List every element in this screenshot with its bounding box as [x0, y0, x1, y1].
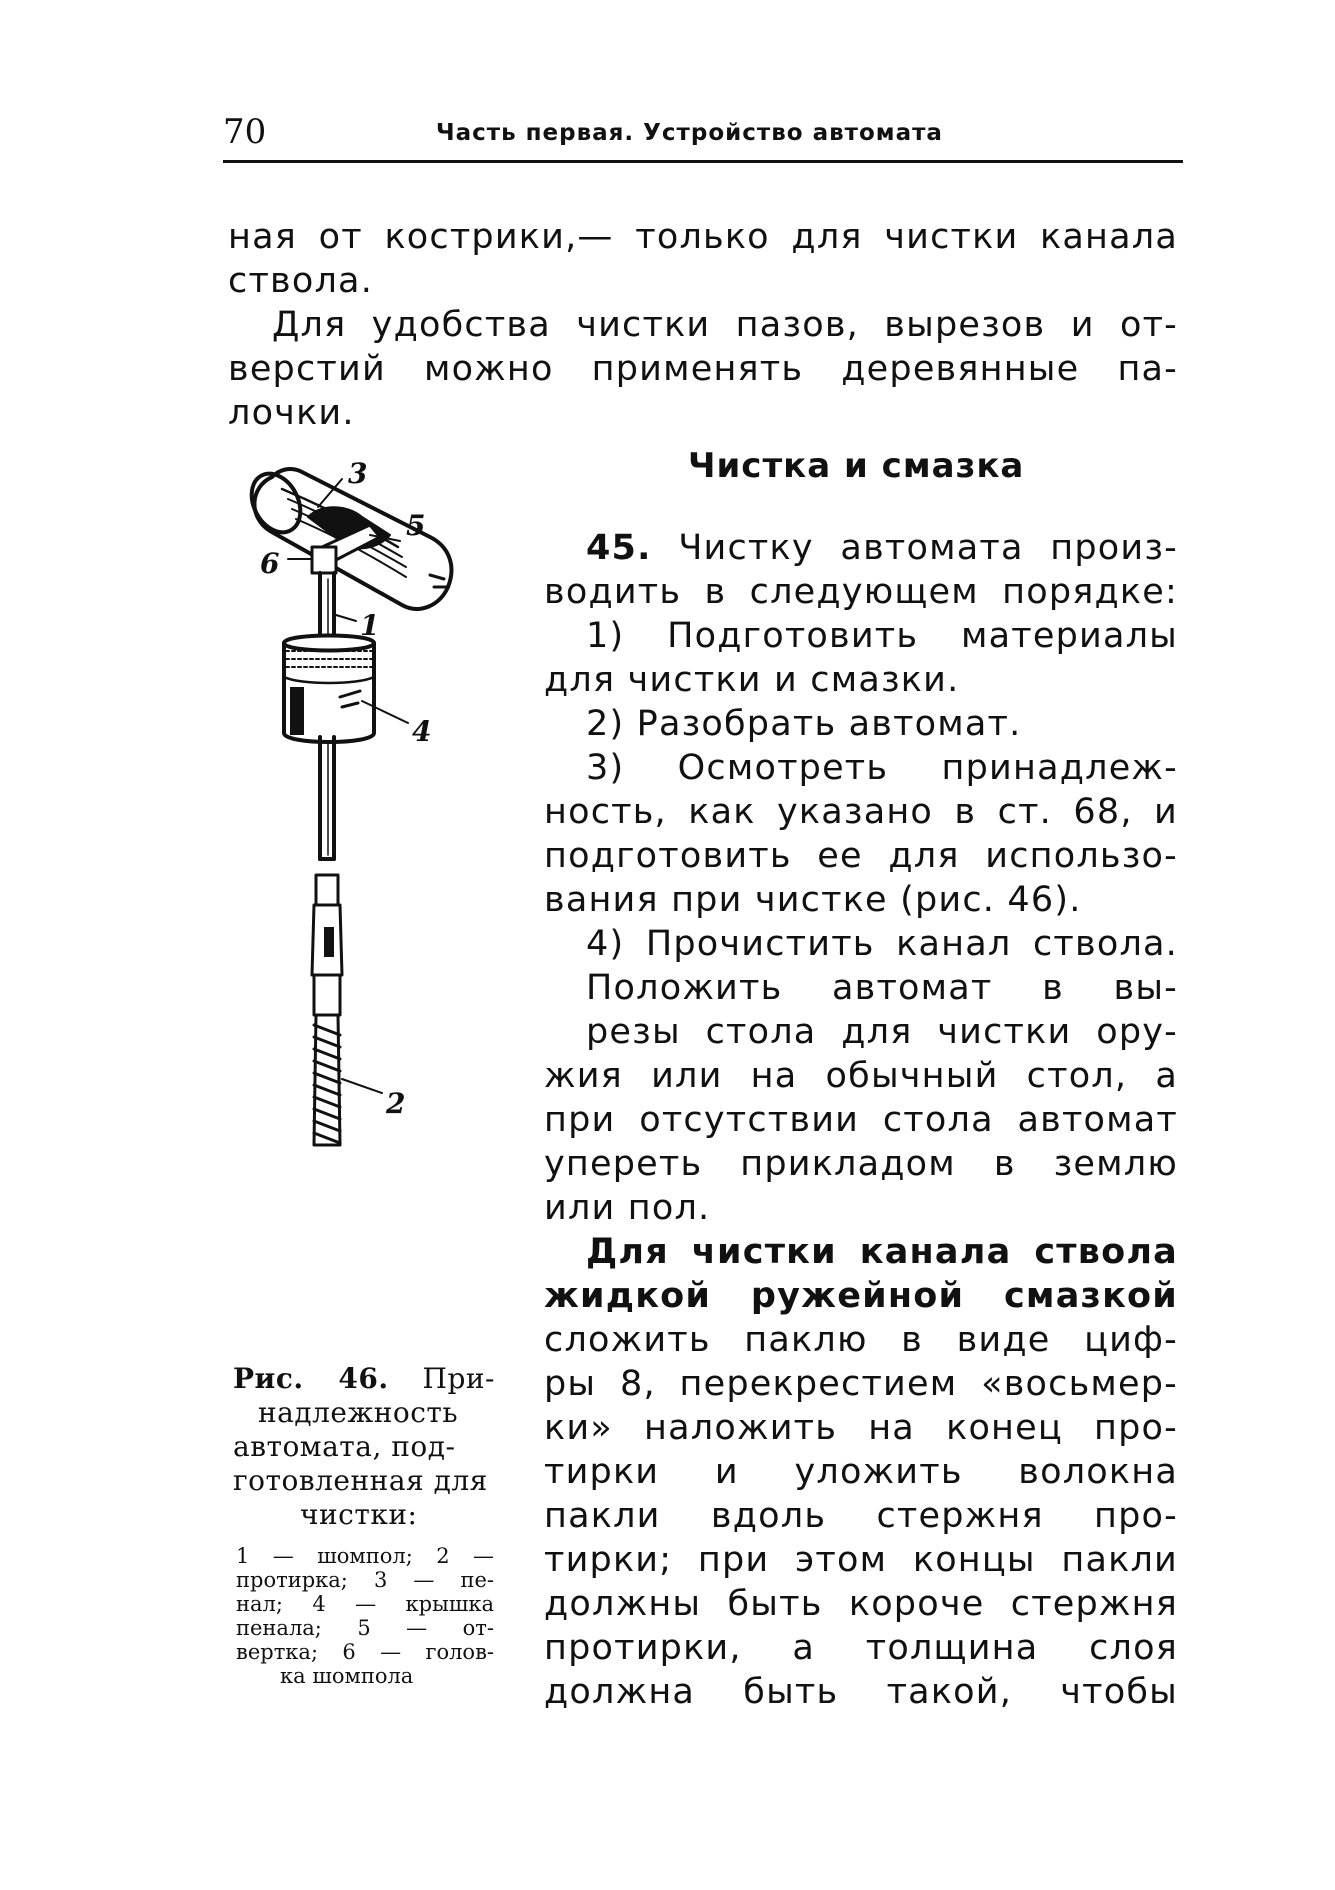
running-head: Часть первая. Устройство автомата	[436, 120, 943, 146]
lube-line: тирки и уложить волокна	[544, 1452, 1178, 1492]
figure-legend-line: нал; 4 — крышка	[236, 1592, 494, 1616]
figure-legend-line: протирка; 3 — пе-	[236, 1568, 494, 1592]
intro-line: ная от кострики,— только для чистки канала	[228, 217, 1178, 257]
figure-cleaning-accessories	[230, 455, 530, 1335]
para45-line: подготовить ее для использо-	[544, 836, 1178, 876]
wiper-illustration	[312, 875, 342, 1145]
intro-line: верстий можно применять деревянные па-	[228, 349, 1178, 389]
para45-line: ность, как указано в ст. 68, и	[544, 792, 1178, 832]
cap-illustration	[284, 636, 374, 743]
para45-line: 1) Подготовить материалы	[586, 616, 1178, 656]
figure-legend-line: ка шомпола	[280, 1664, 414, 1688]
figure-label-5: 5	[406, 509, 426, 542]
intro-line: ствола.	[228, 261, 374, 301]
figure-label-6: 6	[260, 547, 280, 580]
intro-line: лочки.	[228, 393, 355, 433]
para45-line: Положить автомат в вы-	[586, 968, 1178, 1008]
para45-line: резы стола для чистки ору-	[586, 1012, 1178, 1052]
header-rule	[223, 160, 1183, 163]
para45-line: или пол.	[544, 1188, 711, 1228]
figure-label-2: 2	[386, 1087, 406, 1120]
para45-line: 3) Осмотреть принадлеж-	[586, 748, 1178, 788]
lube-line: должна быть такой, чтобы	[544, 1672, 1178, 1712]
figure-caption-line: надлежность	[258, 1396, 459, 1429]
lube-line: протирки, а толщина слоя	[544, 1628, 1178, 1668]
para45-line: вания при чистке (рис. 46).	[544, 880, 1082, 920]
para45-line: 4) Прочистить канал ствола.	[586, 924, 1178, 964]
lube-line: тирки; при этом концы пакли	[544, 1540, 1178, 1580]
para-text: Чистку автомата произ-	[678, 528, 1178, 568]
figure-legend-line: вертка; 6 — голов-	[236, 1640, 494, 1664]
para45-line: жия или на обычный стол, а	[544, 1056, 1178, 1096]
section-title: Чистка и смазка	[688, 446, 1025, 486]
figure-label-3: 3	[348, 457, 368, 490]
lube-line: должны быть короче стержня	[544, 1584, 1178, 1624]
figure-caption-first-line	[233, 1362, 495, 1396]
lube-bold-line: Для чистки канала ствола	[586, 1232, 1178, 1272]
figure-caption-line: готовленная для	[233, 1464, 488, 1497]
lube-line: сложить паклю в виде циф-	[544, 1320, 1178, 1360]
para45-line: упереть прикладом в землю	[544, 1144, 1178, 1184]
para45-line: для чистки и смазки.	[544, 660, 960, 700]
para45-first-line	[586, 526, 1178, 570]
lube-line: ки» наложить на конец про-	[544, 1408, 1178, 1448]
intro-line: Для удобства чистки пазов, вырезов и от-	[272, 305, 1178, 345]
para45-line: при отсутствии стола автомат	[544, 1100, 1178, 1140]
figure-caption-line: чистки:	[300, 1498, 418, 1531]
rod-lower-illustration	[320, 737, 334, 859]
figure-caption-line: автомата, под-	[233, 1430, 456, 1463]
lube-line: пакли вдоль стержня про-	[544, 1496, 1178, 1536]
para45-line: 2) Разобрать автомат.	[586, 704, 1022, 744]
lube-line: ры 8, перекрестием «восьмер-	[544, 1364, 1178, 1404]
lube-bold-line: жидкой ружейной смазкой	[544, 1276, 1178, 1316]
page-number: 70	[223, 112, 267, 152]
para-number: 45.	[586, 528, 652, 568]
figure-legend-line: 1 — шомпол; 2 —	[236, 1544, 494, 1568]
para45-line: водить в следующем порядке:	[544, 572, 1178, 612]
figure-caption-label: Рис. 46.	[233, 1362, 389, 1395]
figure-legend-line: пенала; 5 — от-	[236, 1616, 494, 1640]
figure-label-1: 1	[360, 609, 380, 642]
figure-label-4: 4	[412, 715, 432, 748]
figure-caption-text: При-	[422, 1362, 495, 1395]
